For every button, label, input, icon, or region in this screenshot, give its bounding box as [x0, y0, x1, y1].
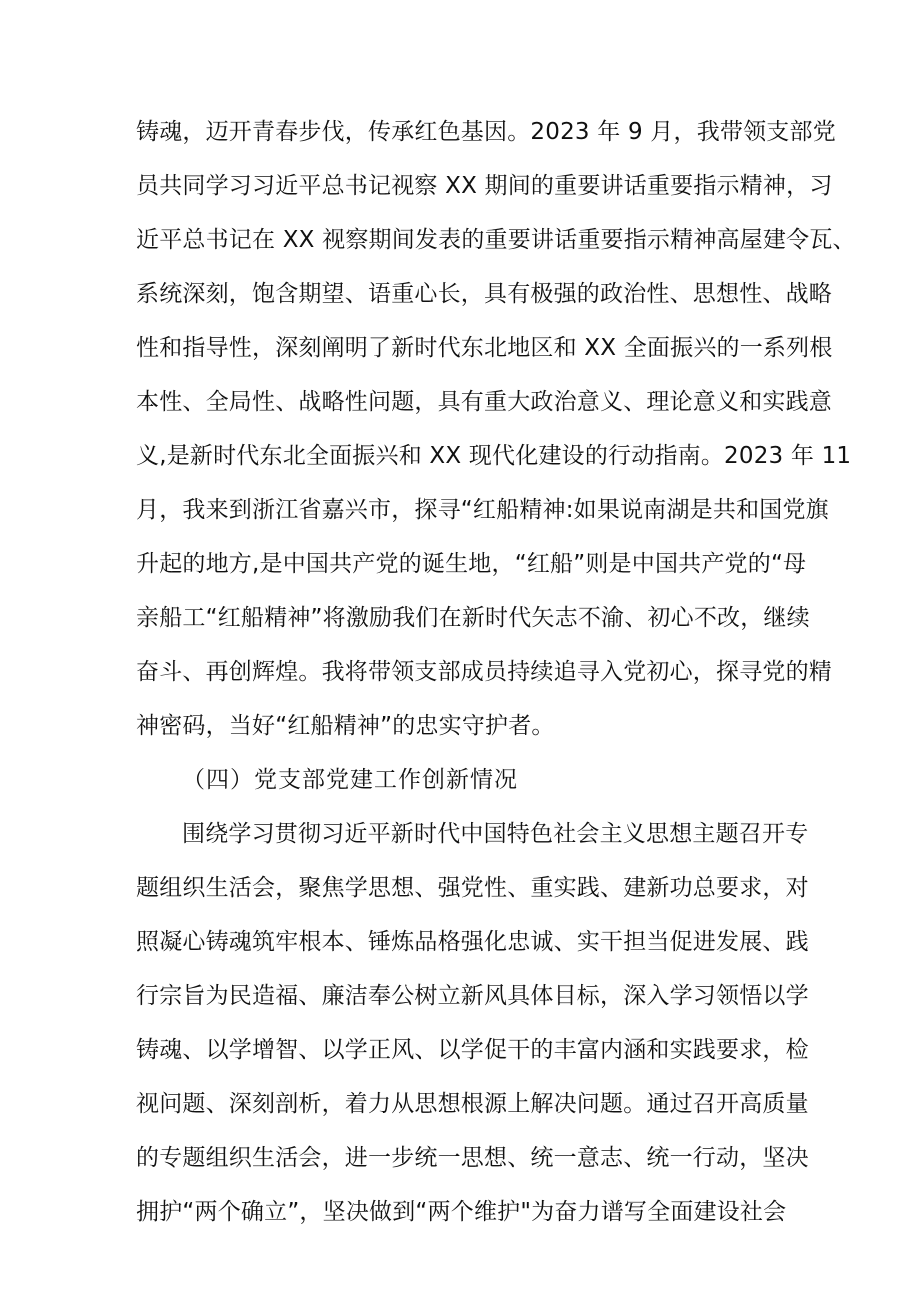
paragraph-line: 近平总书记在 XX 视察期间发表的重要讲话重要指示精神高屋建令瓦、	[136, 227, 856, 253]
paragraph-line: 本性、全局性、战略性问题，具有重大政治意义、理论意义和实践意	[136, 389, 832, 415]
paragraph-line: 员共同学习习近平总书记视察 XX 期间的重要讲话重要指示精神，习	[136, 173, 833, 199]
paragraph-line: 行宗旨为民造福、廉洁奉公树立新风具体目标，深入学习领悟以学	[136, 983, 809, 1009]
paragraph-line: 升起的地方,是中国共产党的诞生地，“红船”则是中国共产党的“母	[136, 551, 807, 577]
paragraph-line: 神密码，当好“红船精神”的忠实守护者。	[136, 713, 555, 739]
paragraph-line: 照凝心铸魂筑牢根本、锤炼品格强化忠诚、实干担当促进发展、践	[136, 929, 809, 955]
paragraph-line: 性和指导性，深刻阐明了新时代东北地区和 XX 全面振兴的一系列根	[136, 335, 833, 361]
paragraph-line: 系统深刻，饱含期望、语重心长，具有极强的政治性、思想性、战略	[136, 281, 832, 307]
paragraph-line: 义,是新时代东北全面振兴和 XX 现代化建设的行动指南。2023 年 11	[136, 443, 852, 469]
paragraph-line: 题组织生活会，聚焦学思想、强党性、重实践、建新功总要求，对	[136, 875, 809, 901]
paragraph-line: 拥护“两个确立”，坚决做到“两个维护"为奋力谱写全面建设社会	[136, 1199, 787, 1225]
paragraph-line: 奋斗、再创辉煌。我将带领支部成员持续追寻入党初心，探寻党的精	[136, 659, 832, 685]
paragraph-line: 亲船工“红船精神”将激励我们在新时代矢志不渝、初心不改，继续	[136, 605, 810, 631]
paragraph-line: 视问题、深刻剖析，着力从思想根源上解决问题。通过召开高质量	[136, 1091, 809, 1117]
paragraph-line: 的专题组织生活会，进一步统一思想、统一意志、统一行动，坚决	[136, 1145, 809, 1171]
section-heading: （四）党支部党建工作创新情况	[182, 767, 518, 793]
paragraph-line: 围绕学习贯彻习近平新时代中国特色社会主义思想主题召开专	[182, 821, 809, 847]
paragraph-line: 铸魂、以学增智、以学正风、以学促干的丰富内涵和实践要求，检	[136, 1037, 809, 1063]
paragraph-line: 月，我来到浙江省嘉兴市，探寻“红船精神:如果说南湖是共和国党旗	[136, 497, 829, 523]
paragraph-line: 铸魂，迈开青春步伐，传承红色基因。2023 年 9 月，我带领支部党	[136, 119, 836, 145]
